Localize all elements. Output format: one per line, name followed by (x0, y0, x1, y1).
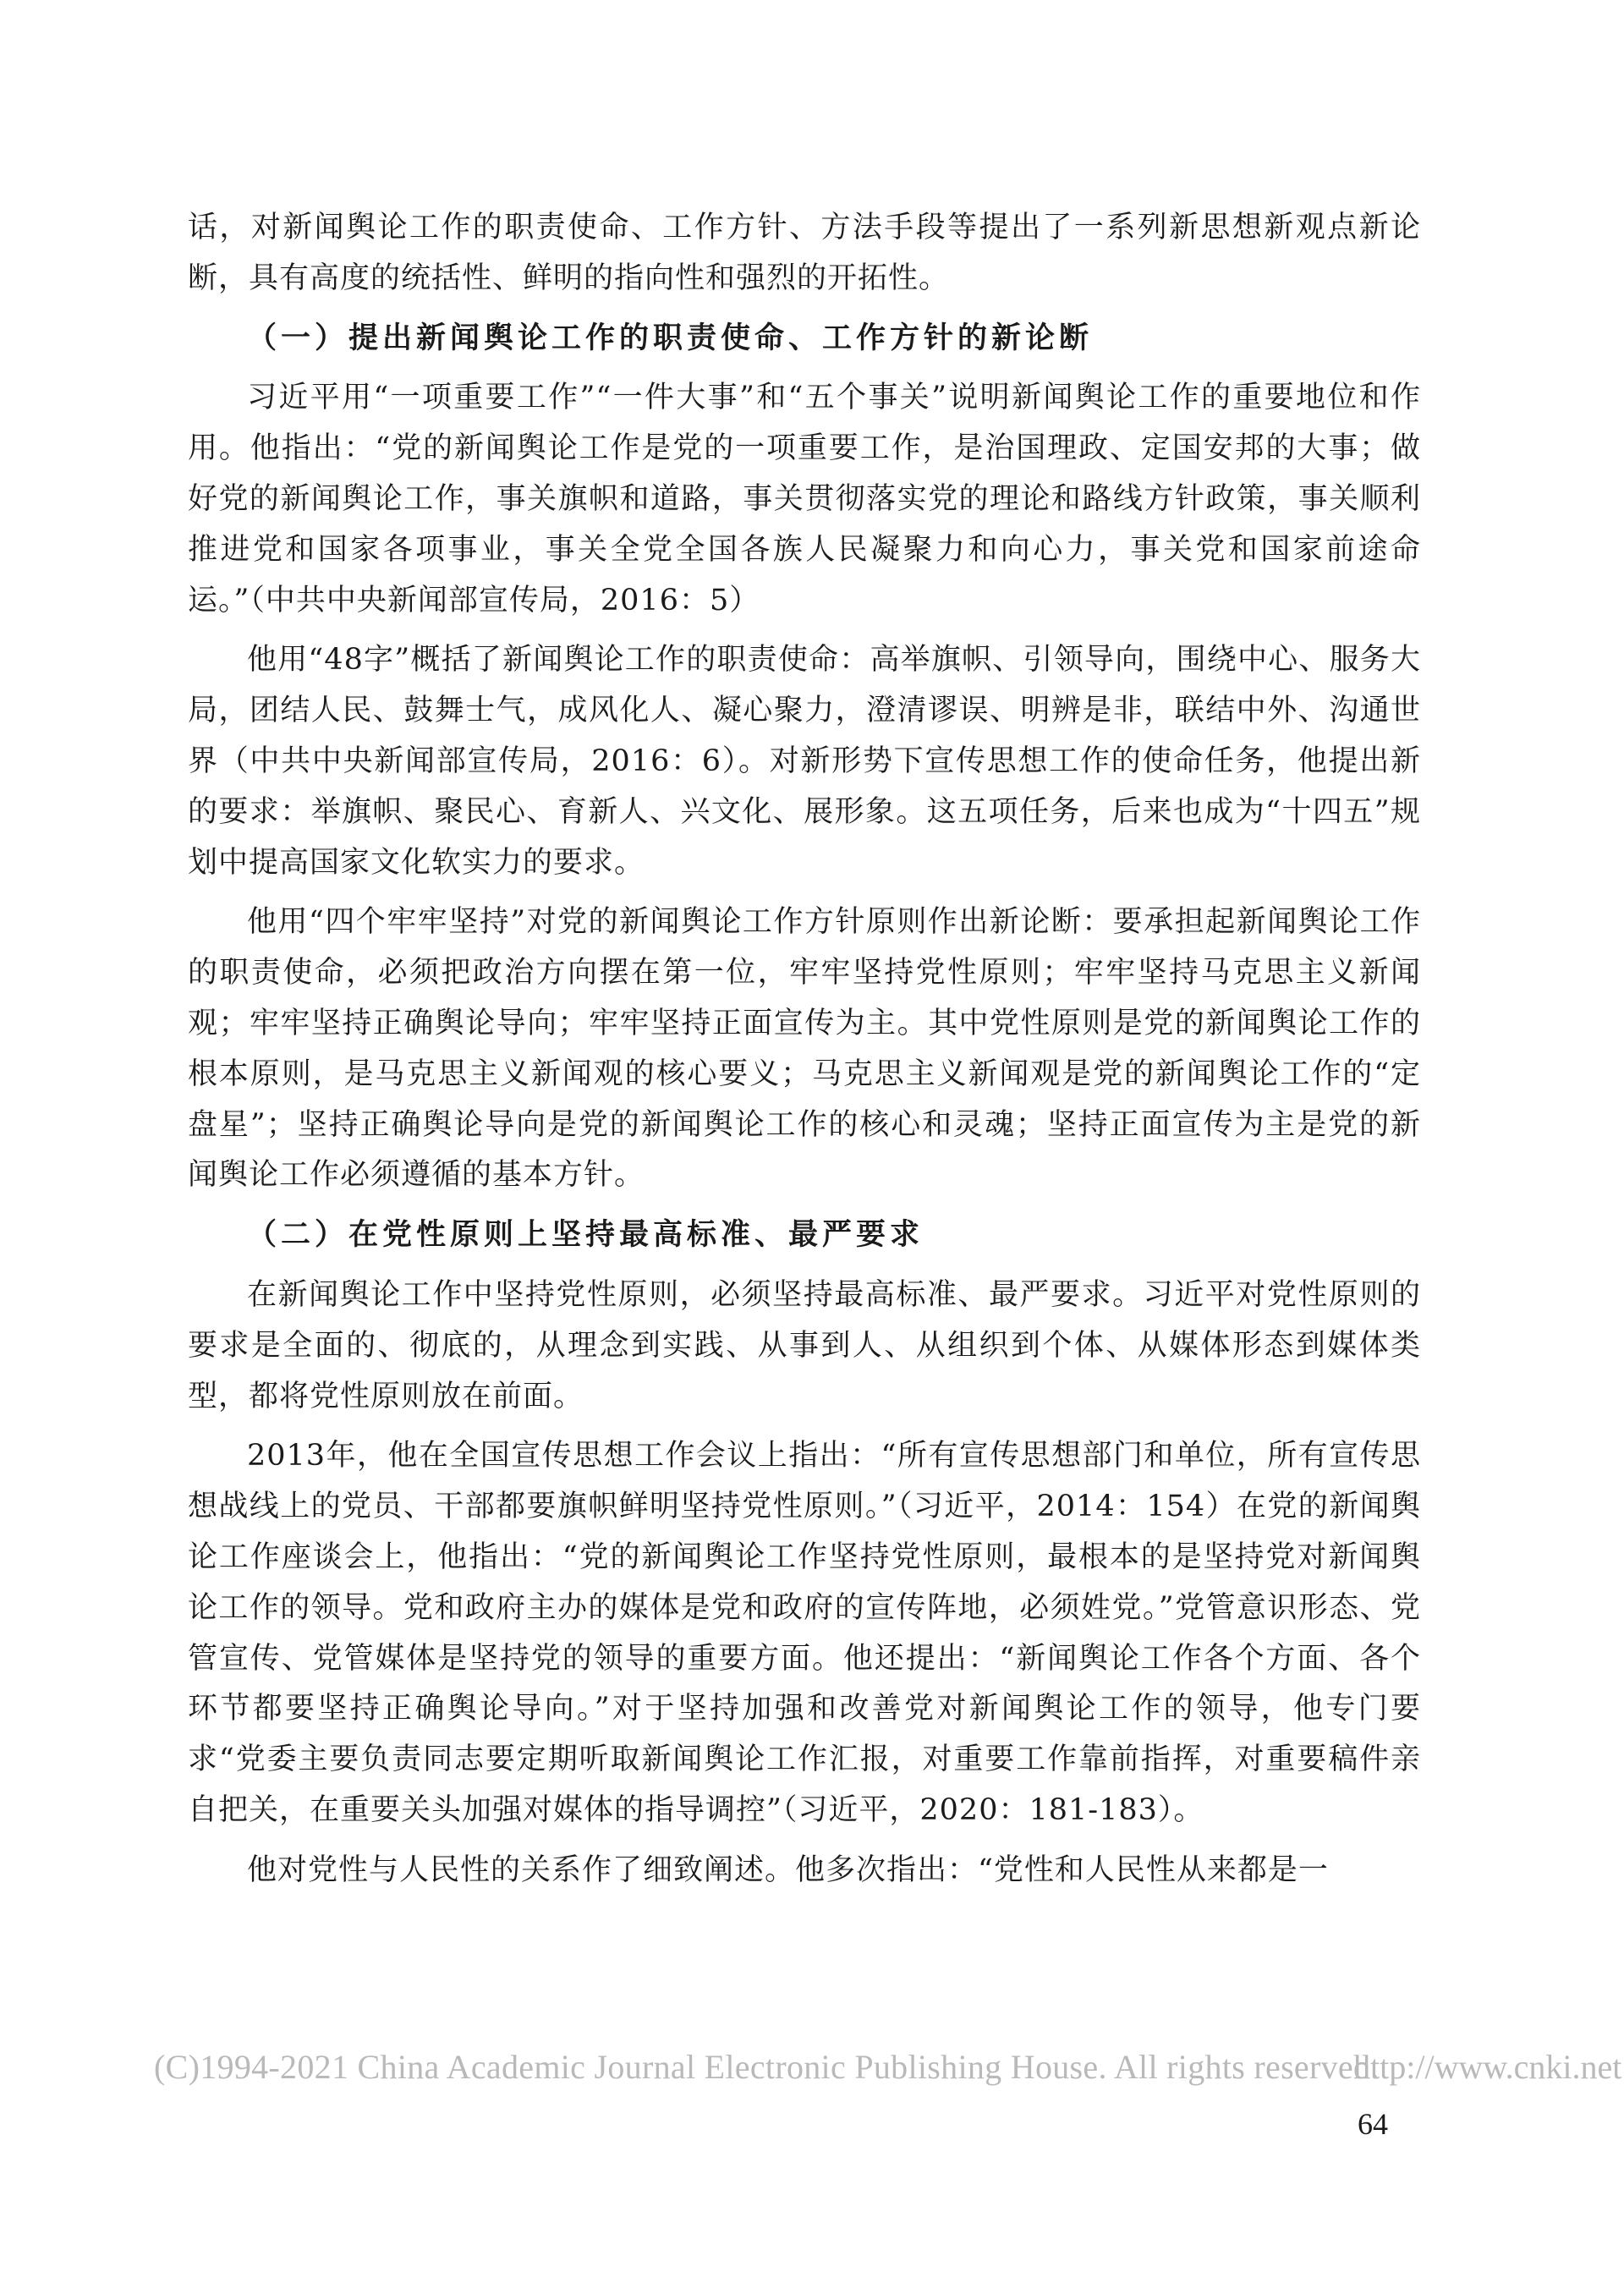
paragraph: 习近平用“一项重要工作”“一件大事”和“五个事关”说明新闻舆论工作的重要地位和作用。他指出：“党的新闻舆论工作是党的一项重要工作，是治国理政、定国安邦的大事；做好党的新闻舆论工作，事关旗帜和道路，事关贯彻落实党的理论和路线方针政策，事关顺利推进党和国家各项事业，事关全党全国各族人民凝聚力和向心力，事关党和国家前途命运。”（中共中央新闻部宣传局，2016：5） (188, 381, 1421, 617)
paragraph-continuation: 话，对新闻舆论工作的职责使命、工作方针、方法手段等提出了一系列新思想新观点新论断，具有高度的统括性、鲜明的指向性和强烈的开拓性。 (188, 211, 1421, 295)
copyright-watermark: (C)1994-2021 China Academic Journal Electronic Publishing House. All rights reserved. (154, 2048, 1380, 2086)
paragraph: 在新闻舆论工作中坚持党性原则，必须坚持最高标准、最严要求。习近平对党性原则的要求是全面的、彻底的，从理念到实践、从事到人、从组织到个体、从媒体形态到媒体类型，都将党性原则放在前面。 (188, 1277, 1421, 1413)
paragraph: 他用“48字”概括了新闻舆论工作的职责使命：高举旗帜、引领导向，围绕中心、服务大局，团结人民、鼓舞士气，成风化人、凝心聚力，澄清谬误、明辨是非，联结中外、沟通世界（中共中央新闻部宣传局，2016：6）。对新形势下宣传思想工作的使命任务，他提出新的要求：举旗帜、聚民心、育新人、兴文化、展形象。这五项任务，后来也成为“十四五”规划中提高国家文化软实力的要求。 (188, 643, 1421, 880)
section-heading-1: （一）提出新闻舆论工作的职责使命、工作方针的新论断 (247, 321, 1094, 355)
paragraph: 他用“四个牢牢坚持”对党的新闻舆论工作方针原则作出新论断：要承担起新闻舆论工作的职责使命，必须把政治方向摆在第一位，牢牢坚持党性原则；牢牢坚持马克思主义新闻观；牢牢坚持正确舆论导向；牢牢坚持正面宣传为主。其中党性原则是党的新闻舆论工作的根本原则，是马克思主义新闻观的核心要义；马克思主义新闻观是党的新闻舆论工作的“定盘星”；坚持正确舆论导向是党的新闻舆论工作的核心和灵魂；坚持正面宣传为主是党的新闻舆论工作必须遵循的基本方针。 (188, 905, 1421, 1193)
source-url-watermark: http://www.cnki.net (1353, 2048, 1622, 2086)
section-heading-2: （二）在党性原则上坚持最高标准、最严要求 (247, 1218, 924, 1253)
paragraph-truncated: 他对党性与人民性的关系作了细致阐述。他多次指出：“党性和人民性从来都是一 (247, 1852, 1329, 1887)
body-text (188, 203, 1421, 1906)
page-number: 64 (1358, 2107, 1388, 2141)
paragraph: 2013年，他在全国宣传思想工作会议上指出：“所有宣传思想部门和单位，所有宣传思想战线上的党员、干部都要旗帜鲜明坚持党性原则。”（习近平，2014：154）在党的新闻舆论工作座谈会上，他指出：“党的新闻舆论工作坚持党性原则，最根本的是坚持党对新闻舆论工作的领导。党和政府主办的媒体是党和政府的宣传阵地，必须姓党。”党管意识形态、党管宣传、党管媒体是坚持党的领导的重要方面。他还提出：“新闻舆论工作各个方面、各个环节都要坚持正确舆论导向。”对于坚持加强和改善党对新闻舆论工作的领导，他专门要求“党委主要负责同志要定期听取新闻舆论工作汇报，对重要工作靠前指挥，对重要稿件亲自把关，在重要关头加强对媒体的指导调控”（习近平，2020：181-183）。 (188, 1439, 1421, 1827)
